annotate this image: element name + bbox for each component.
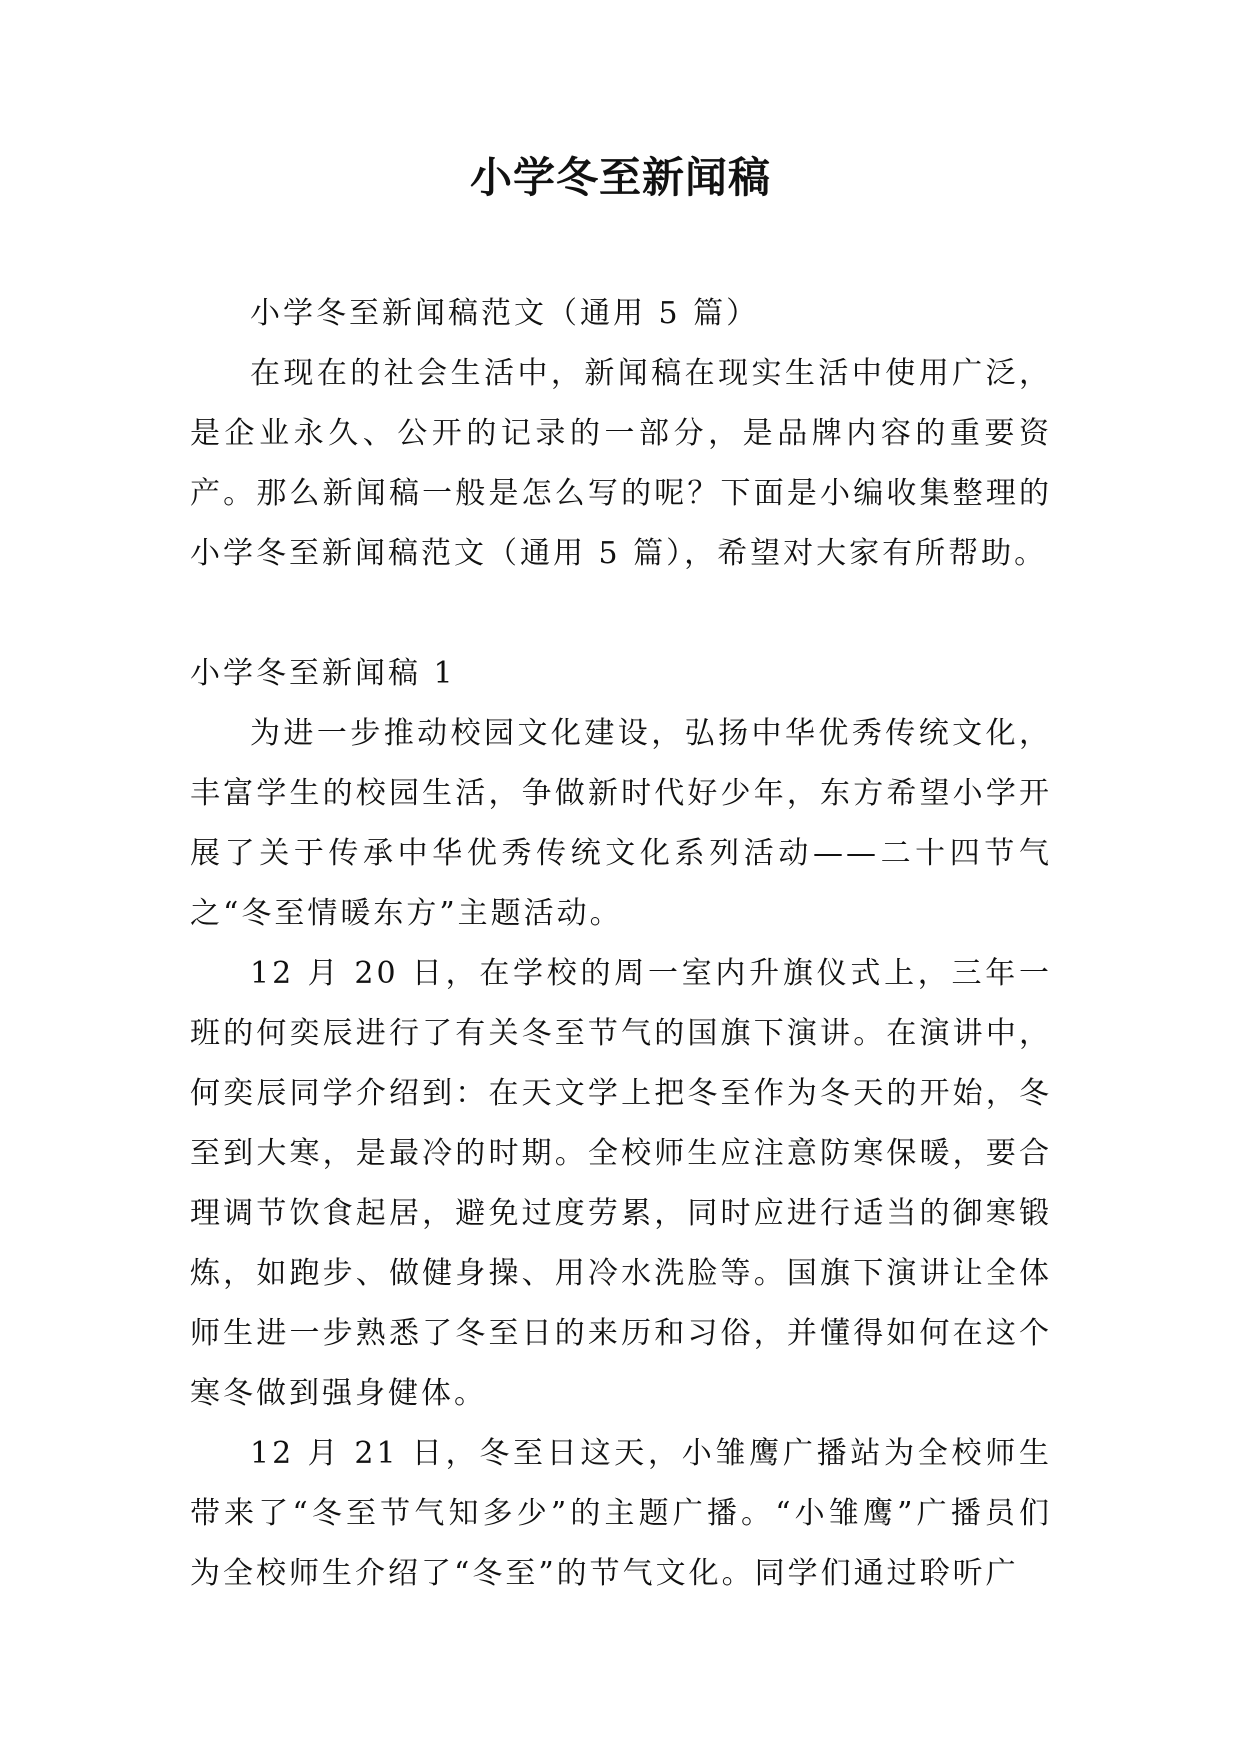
- document-title: 小学冬至新闻稿: [469, 153, 771, 202]
- document-subtitle: 小学冬至新闻稿范文（通用 5 篇）: [250, 296, 760, 331]
- body-paragraph: 为进一步推动校园文化建设，弘扬中华优秀传统文化，丰富学生的校园生活，争做新时代好少年，东方希望小学开展了关于传承中华优秀传统文化系列活动——二十四节气之“冬至情暖东方”主题活动。: [190, 716, 1052, 931]
- document-body: [190, 284, 1052, 1604]
- paragraph-spacer: [190, 584, 1052, 644]
- body-paragraph: 12 月 20 日，在学校的周一室内升旗仪式上，三年一班的何奕辰进行了有关冬至节气的国旗下演讲。在演讲中，何奕辰同学介绍到：在天文学上把冬至作为冬天的开始，冬至到大寒，是最冷的时期。全校师生应注意防寒保暖，要合理调节饮食起居，避免过度劳累，同时应进行适当的御寒锻炼，如跑步、做健身操、用冷水洗脸等。国旗下演讲让全体师生进一步熟悉了冬至日的来历和习俗，并懂得如何在这个寒冬做到强身健体。: [190, 956, 1052, 1411]
- body-paragraph: 12 月 21 日，冬至日这天，小雏鹰广播站为全校师生带来了“冬至节气知多少”的主题广播。“小雏鹰”广播员们为全校师生介绍了“冬至”的节气文化。同学们通过聆听广: [190, 1436, 1052, 1591]
- section-heading: 小学冬至新闻稿 1: [190, 656, 456, 691]
- intro-paragraph: 在现在的社会生活中，新闻稿在现实生活中使用广泛，是企业永久、公开的记录的一部分，是品牌内容的重要资产。那么新闻稿一般是怎么写的呢？下面是小编收集整理的小学冬至新闻稿范文（通用 5 篇），希望对大家有所帮助。: [190, 356, 1052, 571]
